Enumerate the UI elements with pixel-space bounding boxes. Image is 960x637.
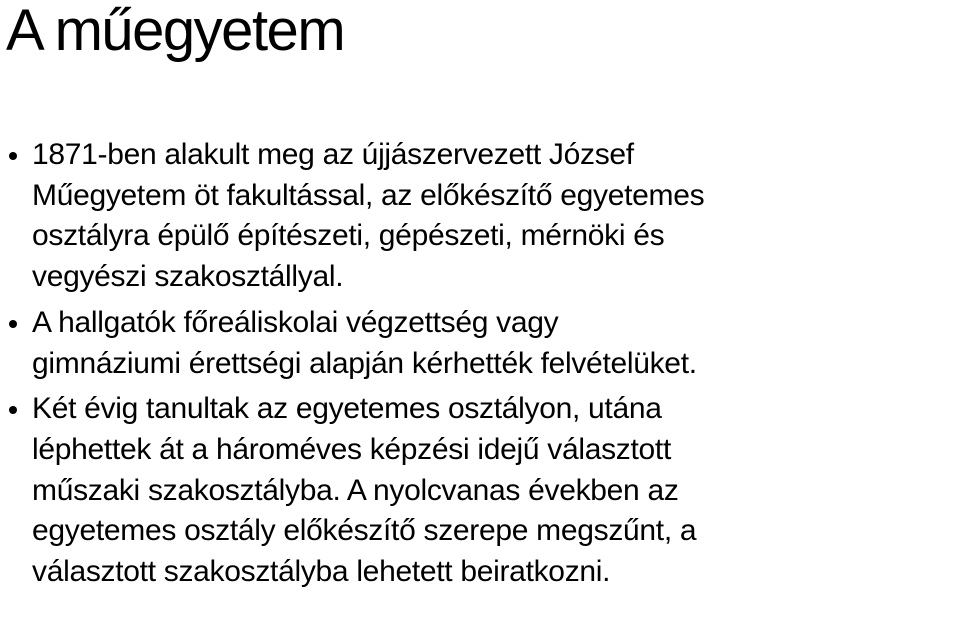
bullet-item-1 <box>0 135 960 298</box>
bullet-dot-icon <box>9 406 17 414</box>
bullet-dot-icon <box>9 320 17 328</box>
bullet-text-line: A hallgatók főreáliskolai végzettség vagy <box>32 305 559 339</box>
bullet-text-line: választott szakosztályba lehetett beiratkozni. <box>32 555 611 589</box>
bullet-item-3 <box>0 389 960 593</box>
bullet-text-line: léphettek át a hároméves képzési idejű választott <box>32 432 672 466</box>
bullet-text-line: Két évig tanultak az egyetemes osztályon, utána <box>32 392 662 426</box>
bullet-item-2 <box>0 303 960 384</box>
slide-title: A műegyetem <box>6 0 345 63</box>
bullet-text-line: 1871-ben alakult meg az újjászervezett József <box>32 138 634 171</box>
bullet-text-line: osztályra épülő építészeti, gépészeti, mérnöki és <box>32 219 665 253</box>
bullet-text-line: vegyészi szakosztállyal. <box>32 260 344 294</box>
bullet-dot-icon <box>9 152 17 160</box>
bullet-list <box>0 135 960 593</box>
bullet-text-line: gimnáziumi érettségi alapján kérhették felvételüket. <box>32 346 697 380</box>
bullet-text-line: műszaki szakosztályba. A nyolcvanas években az <box>32 473 679 507</box>
bullet-text-line: egyetemes osztály előkészítő szerepe megszűnt, a <box>32 514 697 548</box>
bullet-text-line: Műegyetem öt fakultással, az előkészítő egyetemes <box>32 178 705 212</box>
